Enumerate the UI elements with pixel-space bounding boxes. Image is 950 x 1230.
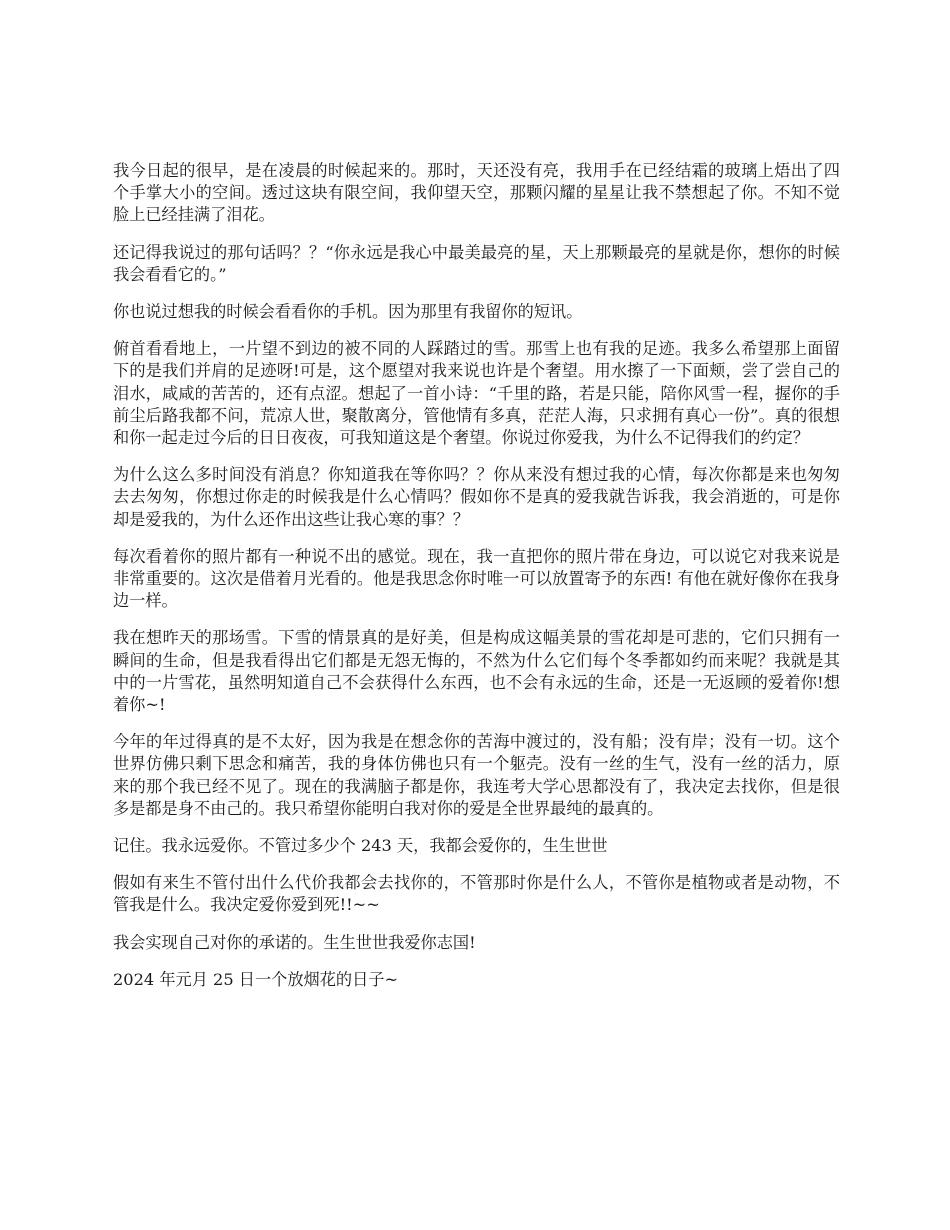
paragraph-8: 今年的年过得真的是不太好，因为我是在想念你的苦海中渡过的，没有船；没有岸；没有一切。这个世界仿佛只剩下思念和痛苦，我的身体仿佛也只有一个躯壳。没有一丝的生气，没有一丝的活力，原来的那个我已经不见了。现在的我满脑子都是你，我连考大学心思都没有了，我决定去找你，但是很多是都是身不由己的。我只希望你能明白我对你的爱是全世界最纯的最真的。 [113,732,840,818]
paragraph-4: 俯首看看地上，一片望不到边的被不同的人踩踏过的雪。那雪上也有我的足迹。我多么希望那上面留下的是我们并肩的足迹呀!可是，这个愿望对我来说也许是个奢望。用水擦了一下面颊，尝了尝自己的泪水，咸咸的苦苦的，还有点涩。想起了一首小诗：“千里的路，若是只能，陪你风雪一程，握你的手前尘后路我都不问，荒凉人世，聚散离分，管他情有多真，茫茫人海，只求拥有真心一份”。真的很想和你一起走过今后的日日夜夜，可我知道这是个奢望。你说过你爱我，为什么不记得我们的约定？ [113,339,840,448]
paragraph-3: 你也说过想我的时候会看看你的手机。因为那里有我留你的短讯。 [113,302,583,322]
paragraph-10: 假如有来生不管付出什么代价我都会去找你的，不管那时你是什么人，不管你是植物或者是动物，不管我是什么。我决定爱你爱到死!!~~ [113,873,840,915]
paragraph-5: 为什么这么多时间没有消息？你知道我在等你吗？？你从来没有想过我的心情，每次你都是来也匆匆去去匆匆，你想过你走的时候我是什么心情吗？假如你不是真的爱我就告诉我，我会消逝的，可是你却是爱我的，为什么还作出这些让我心寒的事？？ [113,465,840,529]
document-body [113,160,840,1006]
paragraph-9: 记住。我永远爱你。不管过多少个 243 天，我都会爱你的，生生世世 [113,836,608,856]
paragraph-2: 还记得我说过的那句话吗？？“你永远是我心中最美最亮的星，天上那颗最亮的星就是你，想你的时候我会看看它的。” [113,242,840,284]
date-line: 2024 年元月 25 日一个放烟花的日子~ [113,969,399,989]
paragraph-11: 我会实现自己对你的承诺的。生生世世我爱你志国! [113,932,476,952]
paragraph-6: 每次看着你的照片都有一种说不出的感觉。现在，我一直把你的照片带在身边，可以说它对我来说是非常重要的。这次是借着月光看的。他是我思念你时唯一可以放置寄予的东西! 有他在就好像你在我身边一样。 [113,546,840,611]
paragraph-7: 我在想昨天的那场雪。下雪的情景真的是好美，但是构成这幅美景的雪花却是可悲的，它们只拥有一瞬间的生命，但是我看得出它们都是无怨无悔的，不然为什么它们每个冬季都如约而来呢？我就是其中的一片雪花，虽然明知道自己不会获得什么东西，也不会有永远的生命，还是一无返顾的爱着你!想着你~! [113,628,840,715]
paragraph-1: 我今日起的很早，是在凌晨的时候起来的。那时，天还没有亮，我用手在已经结霜的玻璃上焐出了四个手掌大小的空间。透过这块有限空间，我仰望天空，那颗闪耀的星星让我不禁想起了你。不知不觉脸上已经挂满了泪花。 [113,161,840,225]
